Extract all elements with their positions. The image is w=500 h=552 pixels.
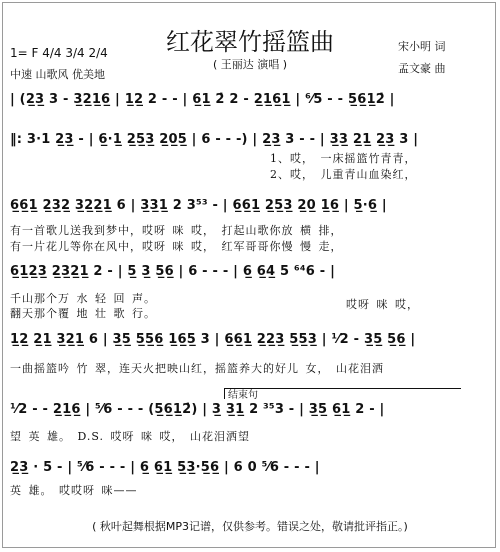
ending-label: 结束句 <box>228 390 258 401</box>
page-title: 红花翠竹摇篮曲 <box>166 28 334 56</box>
score-row-7: 2̲3̲ · 5 - | ⁵⁄6 - - - | 6̲ 6̲1̲ 5̲3̲·5̲6̲ | 6 0 ⁵⁄6 - - - | <box>10 460 320 475</box>
score-row-4: 6̲1̲2̲3̲ 2̲3̲2̲1̲ 2 - | 5̲ 3̲ 5̲6̲ | 6 - - - | 6̲ 6̲4̲ 5 ⁶⁴6 - | <box>10 264 336 279</box>
score-row-5: 1̲2̲ 2̲1̲ 3̲2̲1̲ 6 | 3̲5̲ 5̲5̲6̲ 1̲6̲5̲ 3 | 6̲6̲1̲ 2̲2̲3̲ 5̲5̲3̲ | ¹⁄2 - 3̲5̲ 5̲6̲ | <box>10 332 416 347</box>
lyric-line: 千山那个万 水 轻 回 声。 <box>10 292 156 305</box>
lyric-line: 哎呀 咪 哎， <box>346 298 419 311</box>
lyric-line: 一曲摇篮吟 竹 翠，连天火把映山红，摇篮养大的好儿 女， 山花泪洒 <box>10 362 384 375</box>
verse-1-line: 1、哎， 一床摇篮竹青青， <box>270 152 417 165</box>
lyric-line: 有一片花儿等你在风中，哎呀 咪 哎， 红军哥哥你慢 慢 走， <box>10 240 343 253</box>
key-signature: 1= F 4/4 3/4 2/4 <box>10 46 108 60</box>
lyricist-credit: 宋小明 词 <box>398 40 446 53</box>
lyric-line: 有一首歌儿送我到梦中，哎呀 咪 哎， 打起山歌你放 横 排， <box>10 224 343 237</box>
lyric-line: 英 雄。 哎哎呀 咪—— <box>10 484 138 497</box>
verse-2-line: 2、哎， 儿重青山血染红， <box>270 168 417 181</box>
score-row-3: 6̲6̲1̲ 2̲3̲2̲ 3̲2̲2̲1̲ 6 | 3̲3̲1̲ 2 3⁵³ - | 6̲6̲1̲ 2̲5̲3̲ 2̲0̲ 1̲6̲ | 5̲·6̲ | <box>10 198 387 213</box>
singer-subtitle: ( 王丽达 演唱 ) <box>212 58 288 71</box>
lyric-line: 望 英 雄。 D.S. 哎呀 咪 哎， 山花泪洒望 <box>10 430 251 443</box>
composer-credit: 孟文豪 曲 <box>398 62 446 75</box>
lyric-line: 翻天那个覆 地 壮 歌 行。 <box>10 307 156 320</box>
score-row-1: | (2̲3̲ 3 - 3̲2̲1̲6̲ | 1̲2̲ 2 - - | 6̲1̲ 2̇ 2 - 2̲1̲6̲1̲ | ⁶⁄5 - - 5̲6̲1̲2̇ | <box>10 92 395 107</box>
score-row-6: ¹⁄2 - - 2̲1̲6̲ | ⁵⁄6 - - - (5̲6̲1̲2̇) | 3̲ 3̲1̲ 2 ³⁵3 - | 3̲5̲ 6̲1̲ 2 - | <box>10 402 385 417</box>
tempo-marking: 中速 山歌风 优美地 <box>10 68 105 81</box>
footer-note: ( 秋叶起舞根据MP3记谱，仅供参考。错误之处，敬请批评指正。) <box>92 520 408 533</box>
score-row-2: ‖: 3·1 2̲3̲ - | 6̲·1̲ 2̲5̲3̲ 2̲0̲5̲ | 6 - - -) | 2̲3̲ 3 - - | 3̲3̲ 2̲1̲ 2̲3̲ 3 | <box>10 132 419 147</box>
ending-bracket <box>224 388 461 399</box>
